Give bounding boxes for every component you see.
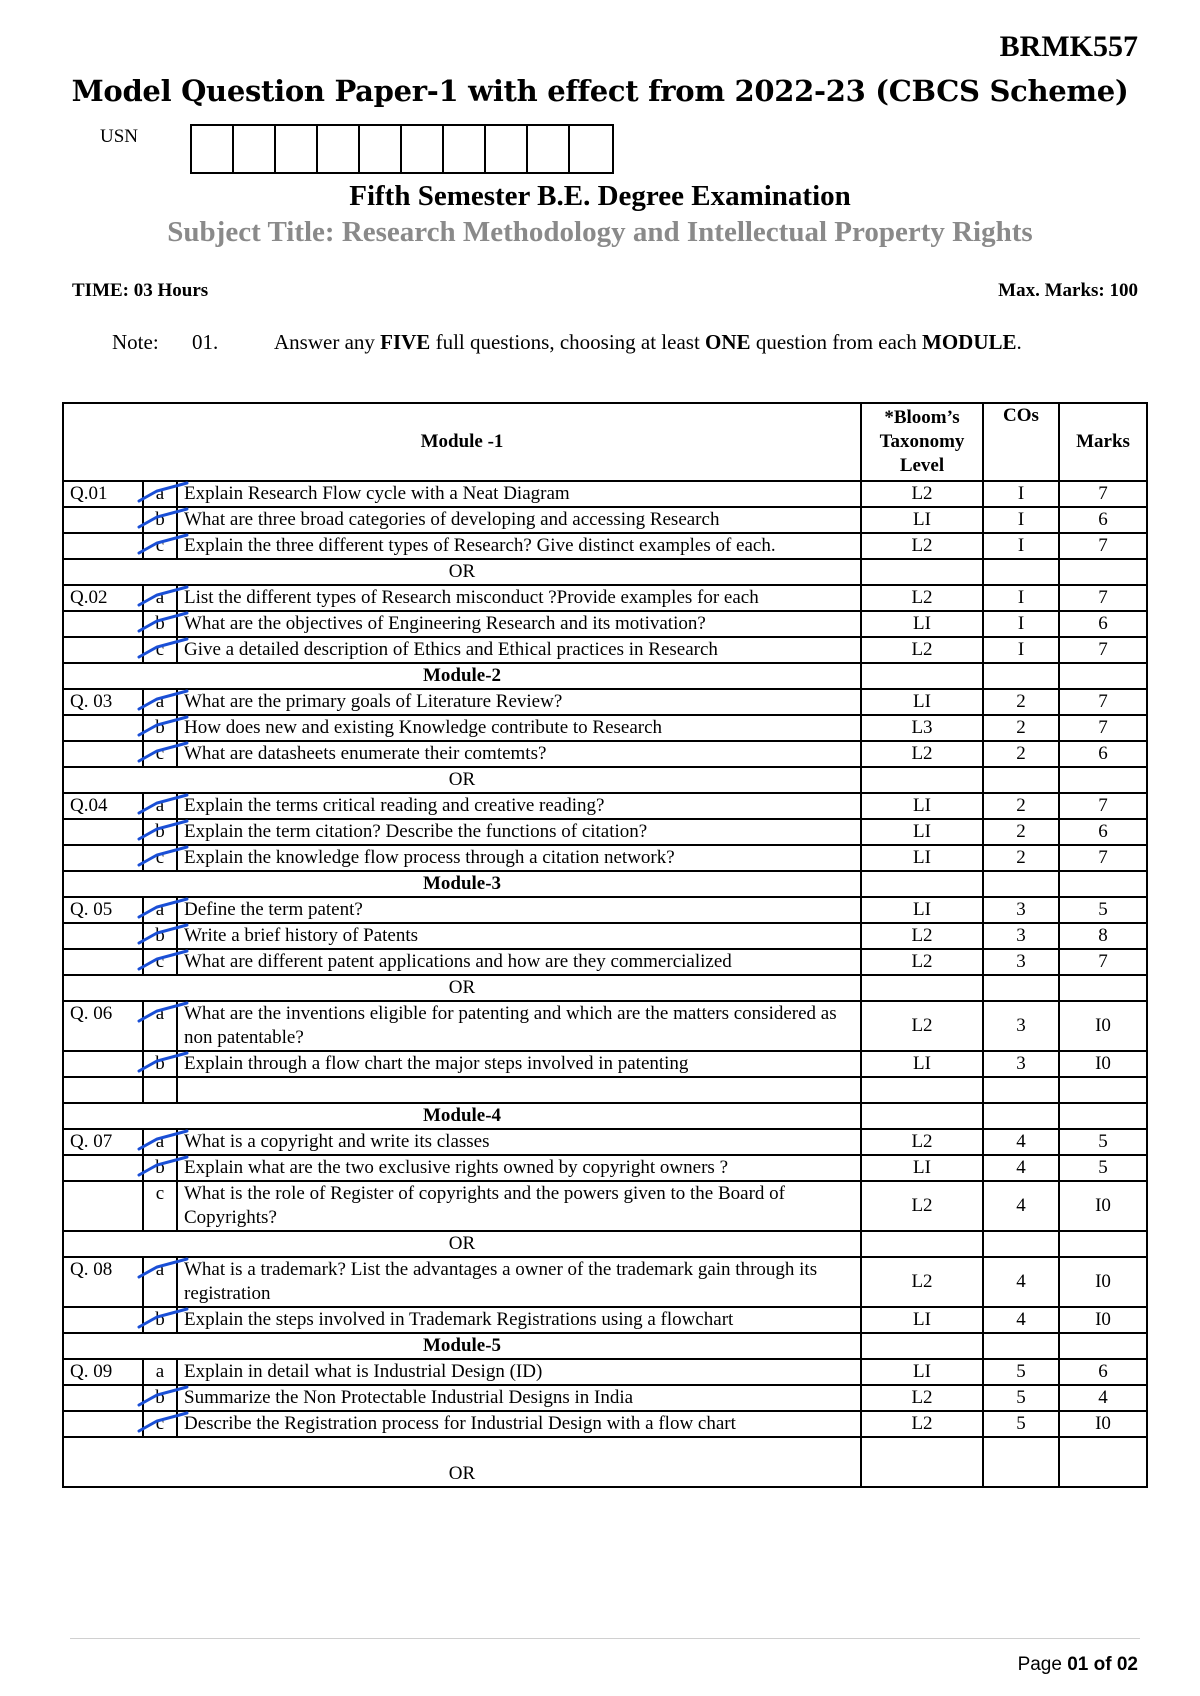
empty-cell — [63, 1077, 143, 1103]
course-outcome: 5 — [983, 1385, 1059, 1411]
usn-box[interactable] — [528, 126, 570, 172]
empty-cell — [1059, 975, 1147, 1001]
sub-part: c — [143, 533, 177, 559]
question-number — [63, 715, 143, 741]
question-text: Explain Research Flow cycle with a Neat Diagram — [177, 481, 861, 507]
note-label: Note: — [112, 330, 159, 354]
question-text: Explain in detail what is Industrial Design (ID) — [177, 1359, 861, 1385]
sub-part: b — [143, 1155, 177, 1181]
usn-box[interactable] — [276, 126, 318, 172]
sub-part: a — [143, 1001, 177, 1051]
marks: 7 — [1059, 715, 1147, 741]
marks: I0 — [1059, 1051, 1147, 1077]
module-label: Module-2 — [63, 663, 861, 689]
module-label: Module-3 — [63, 871, 861, 897]
question-text: What are different patent applications and how are they commercialized — [177, 949, 861, 975]
question-text: What are datasheets enumerate their comtemts? — [177, 741, 861, 767]
marks: 6 — [1059, 1359, 1147, 1385]
sub-part: a — [143, 897, 177, 923]
question-row — [63, 1181, 1147, 1231]
question-text: Summarize the Non Protectable Industrial Designs in India — [177, 1385, 861, 1411]
question-number: Q.02 — [63, 585, 143, 611]
or-row — [63, 1231, 1147, 1257]
course-outcome: 2 — [983, 845, 1059, 871]
empty-cell — [1059, 767, 1147, 793]
question-row — [63, 845, 1147, 871]
question-number — [63, 1181, 143, 1231]
question-text: Explain through a flow chart the major steps involved in patenting — [177, 1051, 861, 1077]
marks: 5 — [1059, 1155, 1147, 1181]
question-text: Explain what are the two exclusive rights owned by copyright owners ? — [177, 1155, 861, 1181]
question-text: Describe the Registration process for Industrial Design with a flow chart — [177, 1411, 861, 1437]
question-row — [63, 585, 1147, 611]
empty-cell — [1059, 559, 1147, 585]
course-outcome: 4 — [983, 1307, 1059, 1333]
bloom-level: L2 — [861, 481, 983, 507]
sub-part: c — [143, 845, 177, 871]
question-number: Q. 09 — [63, 1359, 143, 1385]
question-row — [63, 637, 1147, 663]
marks: 8 — [1059, 923, 1147, 949]
usn-box[interactable] — [318, 126, 360, 172]
question-row — [63, 507, 1147, 533]
paper-title: Model Question Paper-1 with effect from 2022-23 (CBCS Scheme) — [71, 74, 1129, 108]
blank-row — [63, 1077, 1147, 1103]
marks: 4 — [1059, 1385, 1147, 1411]
question-number — [63, 637, 143, 663]
empty-cell — [861, 1333, 983, 1359]
or-label: OR — [63, 975, 861, 1001]
or-label: OR — [63, 1437, 861, 1487]
question-row — [63, 1051, 1147, 1077]
marks: I0 — [1059, 1307, 1147, 1333]
question-row — [63, 481, 1147, 507]
sub-part: b — [143, 715, 177, 741]
subject-title: Subject Title: Research Methodology and Intellectual Property Rights — [167, 216, 1033, 248]
course-outcome: I — [983, 533, 1059, 559]
question-number — [63, 819, 143, 845]
question-text: Explain the terms critical reading and creative reading? — [177, 793, 861, 819]
empty-cell — [983, 1077, 1059, 1103]
question-number: Q. 08 — [63, 1257, 143, 1307]
sub-part: b — [143, 1385, 177, 1411]
bloom-level: LI — [861, 1359, 983, 1385]
bloom-level: LI — [861, 689, 983, 715]
question-number — [63, 923, 143, 949]
bloom-level: L2 — [861, 1385, 983, 1411]
or-row — [63, 1437, 1147, 1487]
question-text: Give a detailed description of Ethics and Ethical practices in Research — [177, 637, 861, 663]
or-row — [63, 767, 1147, 793]
cos-header: COs — [983, 403, 1059, 481]
bloom-level: LI — [861, 897, 983, 923]
empty-cell — [1059, 1437, 1147, 1487]
marks: I0 — [1059, 1257, 1147, 1307]
question-row — [63, 1359, 1147, 1385]
or-row — [63, 559, 1147, 585]
module-label: Module-4 — [63, 1103, 861, 1129]
course-outcome: 3 — [983, 897, 1059, 923]
question-table — [62, 402, 1148, 1488]
empty-cell — [1059, 1103, 1147, 1129]
sub-part: b — [143, 611, 177, 637]
module-row — [63, 1103, 1147, 1129]
marks: 7 — [1059, 845, 1147, 871]
bloom-header: *Bloom’s Taxonomy Level — [861, 403, 983, 481]
question-number: Q.04 — [63, 793, 143, 819]
empty-cell — [1059, 663, 1147, 689]
bloom-level: L2 — [861, 741, 983, 767]
question-text: List the different types of Research misconduct ?Provide examples for each — [177, 585, 861, 611]
sub-part: c — [143, 741, 177, 767]
question-row — [63, 1411, 1147, 1437]
question-text: What are the objectives of Engineering Research and its motivation? — [177, 611, 861, 637]
empty-cell — [861, 975, 983, 1001]
bloom-level: LI — [861, 1307, 983, 1333]
empty-cell — [143, 1077, 177, 1103]
question-number — [63, 1385, 143, 1411]
question-rows — [63, 481, 1147, 1487]
question-row — [63, 689, 1147, 715]
sub-part: b — [143, 819, 177, 845]
question-number: Q. 07 — [63, 1129, 143, 1155]
or-row — [63, 975, 1147, 1001]
empty-cell — [861, 1103, 983, 1129]
empty-cell — [983, 1333, 1059, 1359]
course-outcome: 2 — [983, 715, 1059, 741]
bloom-level: LI — [861, 507, 983, 533]
question-row — [63, 741, 1147, 767]
module-label: Module-5 — [63, 1333, 861, 1359]
usn-box[interactable] — [486, 126, 528, 172]
sub-part: c — [143, 637, 177, 663]
course-outcome: 5 — [983, 1411, 1059, 1437]
bloom-level: L2 — [861, 585, 983, 611]
marks: I0 — [1059, 1181, 1147, 1231]
empty-cell — [983, 975, 1059, 1001]
bloom-level: LI — [861, 1051, 983, 1077]
bloom-level: L2 — [861, 923, 983, 949]
marks: 6 — [1059, 507, 1147, 533]
question-number — [63, 507, 143, 533]
empty-cell — [861, 767, 983, 793]
bloom-level: L2 — [861, 1411, 983, 1437]
course-outcome: I — [983, 585, 1059, 611]
empty-cell — [1059, 871, 1147, 897]
marks: 7 — [1059, 793, 1147, 819]
marks: 6 — [1059, 741, 1147, 767]
course-outcome: I — [983, 507, 1059, 533]
sub-part: b — [143, 507, 177, 533]
marks: 7 — [1059, 949, 1147, 975]
course-outcome: 2 — [983, 741, 1059, 767]
question-number: Q. 03 — [63, 689, 143, 715]
note-number: 01. — [192, 330, 219, 354]
course-outcome: I — [983, 611, 1059, 637]
question-row — [63, 1001, 1147, 1051]
usn-box[interactable] — [360, 126, 402, 172]
note-text: Answer any FIVE full questions, choosing at least ONE question from each MODULE. — [274, 330, 1022, 354]
question-row — [63, 819, 1147, 845]
sub-part: a — [143, 689, 177, 715]
question-text: What are the inventions eligible for patenting and which are the matters considered as non patentable? — [177, 1001, 861, 1051]
usn-boxes[interactable] — [190, 124, 614, 174]
bloom-level: L2 — [861, 637, 983, 663]
exam-title: Fifth Semester B.E. Degree Examination — [349, 180, 851, 212]
empty-cell — [983, 1437, 1059, 1487]
sub-part: b — [143, 923, 177, 949]
usn-box[interactable] — [192, 126, 234, 172]
question-number: Q. 05 — [63, 897, 143, 923]
sub-part: b — [143, 1051, 177, 1077]
question-text: What are the primary goals of Literature Review? — [177, 689, 861, 715]
marks: 7 — [1059, 585, 1147, 611]
empty-cell — [861, 663, 983, 689]
question-row — [63, 793, 1147, 819]
or-label: OR — [63, 559, 861, 585]
question-number — [63, 1307, 143, 1333]
course-outcome: 3 — [983, 1051, 1059, 1077]
marks: I0 — [1059, 1411, 1147, 1437]
marks: 7 — [1059, 481, 1147, 507]
module-row — [63, 663, 1147, 689]
question-number — [63, 949, 143, 975]
question-row — [63, 1155, 1147, 1181]
empty-cell — [861, 559, 983, 585]
question-row — [63, 1307, 1147, 1333]
question-number — [63, 533, 143, 559]
question-number — [63, 1051, 143, 1077]
sub-part: a — [143, 1257, 177, 1307]
course-outcome: 2 — [983, 689, 1059, 715]
empty-cell — [983, 1103, 1059, 1129]
question-text: Explain the three different types of Research? Give distinct examples of each. — [177, 533, 861, 559]
question-text: Write a brief history of Patents — [177, 923, 861, 949]
empty-cell — [983, 559, 1059, 585]
question-row — [63, 1129, 1147, 1155]
question-row — [63, 533, 1147, 559]
question-text: What is a copyright and write its classes — [177, 1129, 861, 1155]
bloom-level: L2 — [861, 533, 983, 559]
marks: 7 — [1059, 689, 1147, 715]
question-text: Explain the term citation? Describe the functions of citation? — [177, 819, 861, 845]
question-text: Define the term patent? — [177, 897, 861, 923]
question-number — [63, 741, 143, 767]
course-outcome: 3 — [983, 923, 1059, 949]
time-label: TIME: 03 Hours — [72, 280, 209, 301]
course-code: BRMK557 — [999, 30, 1138, 63]
usn-label: USN — [100, 126, 139, 147]
empty-cell — [983, 1231, 1059, 1257]
course-outcome: 4 — [983, 1181, 1059, 1231]
course-outcome: 5 — [983, 1359, 1059, 1385]
footer-divider — [70, 1638, 1140, 1639]
question-row — [63, 923, 1147, 949]
sub-part: c — [143, 1181, 177, 1231]
bloom-level: L2 — [861, 1129, 983, 1155]
course-outcome: I — [983, 481, 1059, 507]
empty-cell — [861, 1231, 983, 1257]
bloom-level: L2 — [861, 1257, 983, 1307]
question-text: How does new and existing Knowledge contribute to Research — [177, 715, 861, 741]
module-header: Module -1 — [63, 403, 861, 481]
bloom-level: LI — [861, 793, 983, 819]
empty-cell — [861, 1437, 983, 1487]
or-label: OR — [63, 1231, 861, 1257]
question-text: What is a trademark? List the advantages a owner of the trademark gain through its registration — [177, 1257, 861, 1307]
course-outcome: 3 — [983, 1001, 1059, 1051]
bloom-level: L2 — [861, 1001, 983, 1051]
page-number: Page 01 of 02 — [1017, 1654, 1138, 1675]
bloom-level: LI — [861, 845, 983, 871]
usn-box[interactable] — [402, 126, 444, 172]
marks-header: Marks — [1059, 403, 1147, 481]
question-text: What are three broad categories of developing and accessing Research — [177, 507, 861, 533]
bloom-level: LI — [861, 819, 983, 845]
sub-part: a — [143, 793, 177, 819]
course-outcome: 4 — [983, 1257, 1059, 1307]
module-row — [63, 871, 1147, 897]
question-number — [63, 845, 143, 871]
empty-cell — [861, 871, 983, 897]
question-row — [63, 1257, 1147, 1307]
question-text: What is the role of Register of copyrights and the powers given to the Board of Copyrights? — [177, 1181, 861, 1231]
question-text: Explain the steps involved in Trademark Registrations using a flowchart — [177, 1307, 861, 1333]
question-number — [63, 1411, 143, 1437]
question-number: Q. 06 — [63, 1001, 143, 1051]
course-outcome: 3 — [983, 949, 1059, 975]
marks: I0 — [1059, 1001, 1147, 1051]
course-outcome: 4 — [983, 1129, 1059, 1155]
sub-part: a — [143, 1129, 177, 1155]
question-row — [63, 949, 1147, 975]
sub-part: c — [143, 1411, 177, 1437]
question-row — [63, 897, 1147, 923]
course-outcome: 2 — [983, 819, 1059, 845]
question-number: Q.01 — [63, 481, 143, 507]
bloom-level: L2 — [861, 949, 983, 975]
bloom-level: L2 — [861, 1181, 983, 1231]
empty-cell — [983, 663, 1059, 689]
marks: 7 — [1059, 533, 1147, 559]
question-text: Explain the knowledge flow process through a citation network? — [177, 845, 861, 871]
sub-part: a — [143, 481, 177, 507]
question-row — [63, 1385, 1147, 1411]
empty-cell — [1059, 1077, 1147, 1103]
marks: 7 — [1059, 637, 1147, 663]
sub-part: b — [143, 1307, 177, 1333]
marks: 6 — [1059, 819, 1147, 845]
bloom-level: LI — [861, 1155, 983, 1181]
module-row — [63, 1333, 1147, 1359]
course-outcome: 4 — [983, 1155, 1059, 1181]
empty-cell — [861, 1077, 983, 1103]
question-row — [63, 715, 1147, 741]
marks: 5 — [1059, 1129, 1147, 1155]
sub-part: a — [143, 585, 177, 611]
sub-part: a — [143, 1359, 177, 1385]
question-number — [63, 611, 143, 637]
question-number — [63, 1155, 143, 1181]
empty-cell — [1059, 1231, 1147, 1257]
question-row — [63, 611, 1147, 637]
course-outcome: I — [983, 637, 1059, 663]
course-outcome: 2 — [983, 793, 1059, 819]
usn-box[interactable] — [234, 126, 276, 172]
bloom-level: LI — [861, 611, 983, 637]
empty-cell — [983, 871, 1059, 897]
bloom-level: L3 — [861, 715, 983, 741]
usn-box[interactable] — [570, 126, 612, 172]
max-marks-label: Max. Marks: 100 — [998, 280, 1138, 301]
sub-part: c — [143, 949, 177, 975]
note — [112, 330, 1022, 355]
marks: 5 — [1059, 897, 1147, 923]
empty-cell — [983, 767, 1059, 793]
usn-box[interactable] — [444, 126, 486, 172]
empty-cell — [1059, 1333, 1147, 1359]
empty-cell — [177, 1077, 861, 1103]
or-label: OR — [63, 767, 861, 793]
marks: 6 — [1059, 611, 1147, 637]
